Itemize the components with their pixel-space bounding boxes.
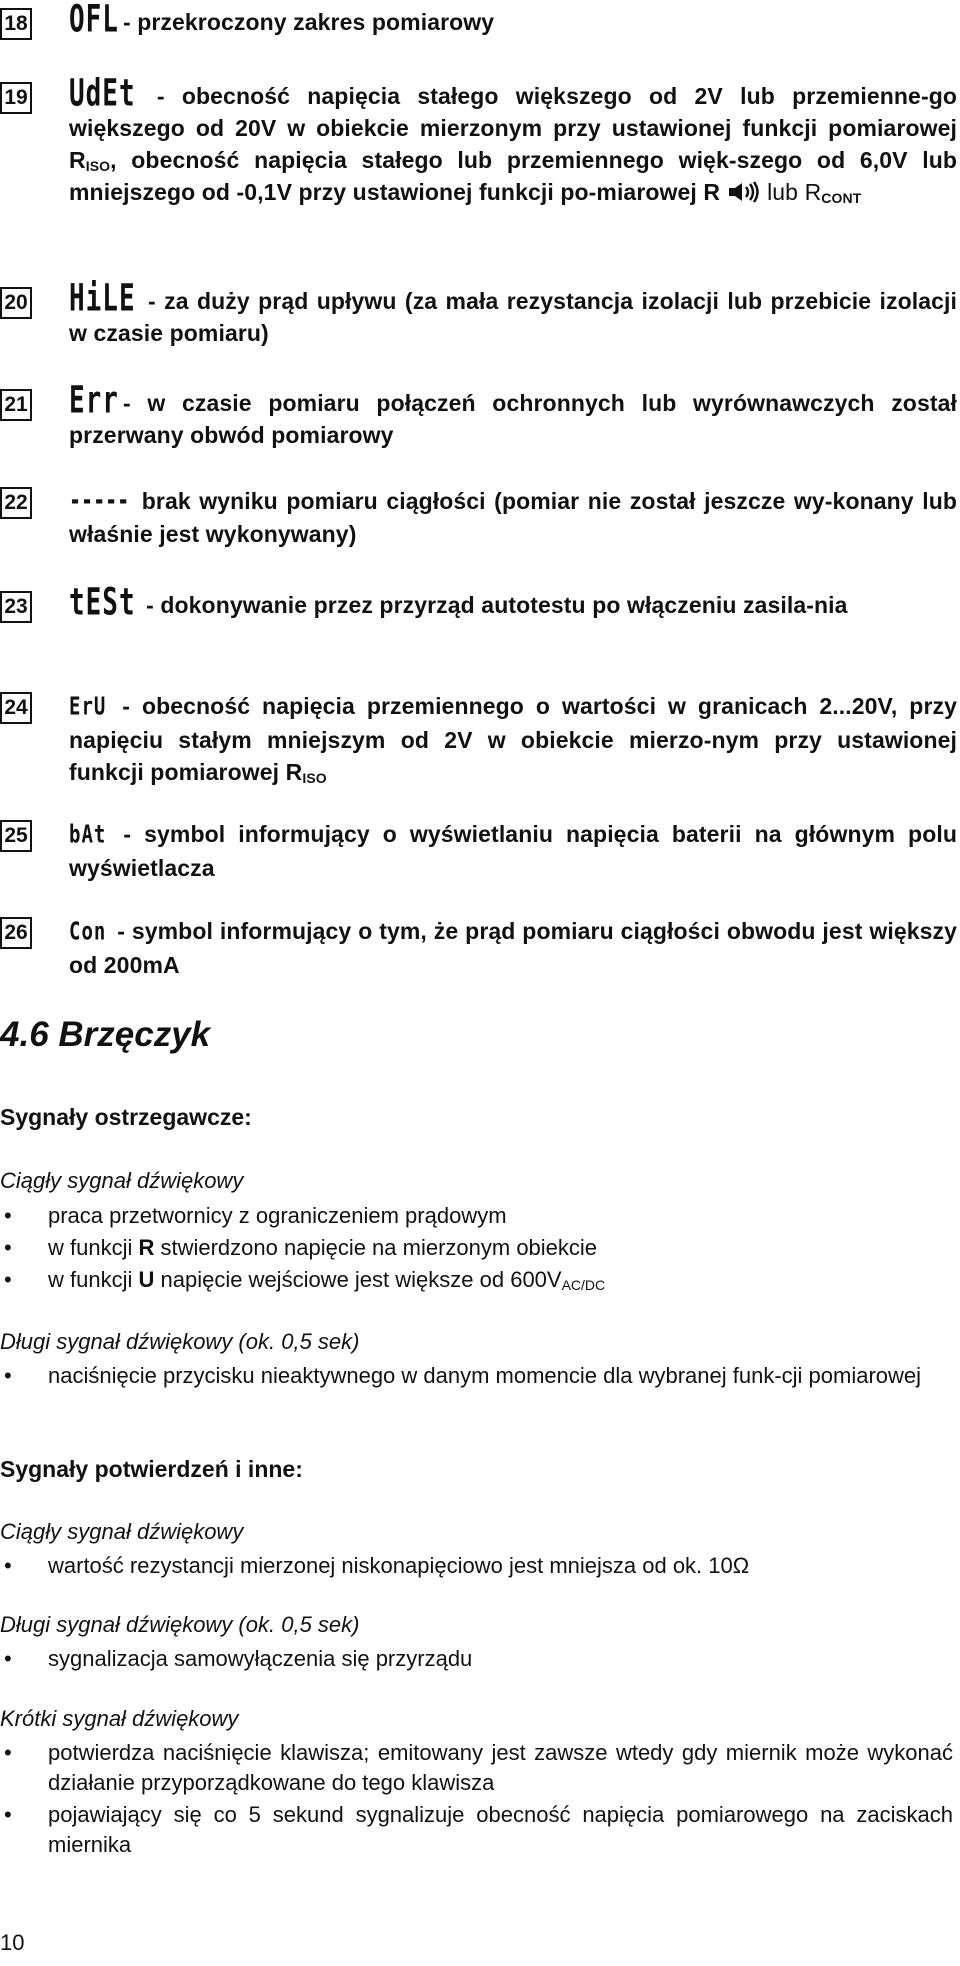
display-code: HiLE — [69, 277, 136, 321]
item-number: 22 — [0, 487, 32, 519]
bullet-icon: • — [4, 1802, 12, 1827]
display-code: Err — [69, 379, 119, 423]
entry-text — [69, 72, 957, 208]
confirm-heading: Sygnały potwierdzeń i inne: — [0, 1456, 303, 1482]
entry-text — [69, 0, 957, 42]
bullet-icon: • — [4, 1553, 12, 1578]
page-number: 10 — [0, 1930, 25, 1955]
warning-heading: Sygnały ostrzegawcze: — [0, 1104, 252, 1130]
entry-description: brak wyniku pomiaru ciągłości (pomiar nie został jeszcze wy-konany lub właśnie jest wykonywany) — [69, 488, 957, 547]
display-code: ----- — [69, 482, 130, 518]
list-item-text: sygnalizacja samowyłączenia się przyrządu — [48, 1646, 473, 1671]
item-number: 25 — [0, 820, 32, 852]
entry-description: - dokonywanie przez przyrząd autotestu po włączeniu zasila-nia — [139, 592, 848, 618]
entry-description: - za duży prąd upływu (za mała rezystancja izolacji lub przebicie izolacji w czasie pomiaru) — [69, 288, 957, 346]
text-part: napięcie wejściowe jest większe od 600V — [154, 1267, 562, 1292]
entry-text — [69, 277, 957, 349]
item-number: 21 — [0, 389, 32, 421]
long-signal-label: Długi sygnał dźwiękowy (ok. 0,5 sek) — [0, 1612, 360, 1637]
entry-description-cont: lub R — [760, 179, 822, 205]
entry-text — [69, 818, 957, 884]
subscript: ISO — [85, 158, 111, 174]
entry-description-cont: , obecność napięcia stałego lub przemiennego więk-szego od 6,0V lub mniejszego od -0,1V przy ustawionej funkcji po-miarowej R — [69, 147, 957, 205]
display-code: OFL — [69, 0, 119, 42]
display-code: tESt — [69, 581, 136, 625]
display-code: UdEt — [69, 72, 136, 116]
bullet-icon: • — [4, 1646, 12, 1671]
display-code: Con — [69, 917, 107, 946]
bullet-icon: • — [4, 1235, 12, 1260]
item-number: 26 — [0, 917, 32, 949]
bullet-icon: • — [4, 1203, 12, 1228]
list-item-text — [48, 1233, 953, 1263]
subscript: CONT — [821, 190, 862, 206]
entry-text — [69, 482, 957, 550]
subscript: AC/DC — [561, 1277, 606, 1293]
list-item-text — [48, 1265, 953, 1295]
list-item-text: potwierdza naciśnięcie klawisza; emitowany jest zawsze wtedy gdy miernik może wykonać działanie przyporządkowane do tego klawisza — [48, 1740, 953, 1795]
list-item-text: praca przetwornicy z ograniczeniem prądowym — [48, 1203, 507, 1228]
text-part: w funkcji — [48, 1267, 139, 1292]
list-item-text: naciśnięcie przycisku nieaktywnego w danym momencie dla wybranej funk-cji pomiarowej — [48, 1363, 922, 1388]
long-signal-label: Długi sygnał dźwiękowy (ok. 0,5 sek) — [0, 1329, 360, 1354]
entry-description: - symbol informujący o wyświetlaniu napięcia baterii na głównym polu wyświetlacza — [69, 821, 957, 881]
entry-text — [69, 690, 957, 788]
entry-description: - w czasie pomiaru połączeń ochronnych lub wyrównawczych został przerwany obwód pomiarowy — [69, 390, 957, 448]
entry-text — [69, 379, 957, 451]
item-number: 20 — [0, 287, 32, 319]
function-letter: R — [138, 1235, 155, 1260]
item-number: 24 — [0, 692, 32, 724]
item-number: 18 — [0, 8, 32, 40]
speaker-icon — [727, 181, 761, 203]
continuous-signal-label: Ciągły sygnał dźwiękowy — [0, 1519, 244, 1544]
entry-description: - obecność napięcia przemiennego o wartości w granicach 2...20V, przy napięciu stałym mniejszym od 2V w obiekcie mierzo-nym przy ustawionej funkcji pomiarowej R — [69, 693, 957, 785]
entry-description: - obecność napięcia stałego większego od 2V lub przemienne-go większego od 20V w obiekcie mierzonym przy ustawionej funkcji pomiarowej R — [69, 83, 957, 173]
bullet-icon: • — [4, 1740, 12, 1765]
bullet-icon: • — [4, 1267, 12, 1292]
section-title: 4.6 Brzęczyk — [0, 1015, 211, 1054]
subscript: ISO — [302, 770, 327, 786]
entry-description: - przekroczony zakres pomiarowy — [122, 9, 495, 35]
display-code: ErU — [69, 692, 107, 721]
list-item-text: pojawiający się co 5 sekund sygnalizuje obecność napięcia pomiarowego na zaciskach miernika — [48, 1802, 953, 1857]
short-signal-label: Krótki sygnał dźwiękowy — [0, 1706, 239, 1731]
display-code: bAt — [69, 820, 107, 849]
entry-text — [69, 915, 957, 981]
entry-description: - symbol informujący o tym, że prąd pomiaru ciągłości obwodu jest większy od 200mA — [69, 918, 957, 978]
entry-text — [69, 581, 957, 625]
text-part: w funkcji — [48, 1235, 139, 1260]
text-part: stwierdzono napięcie na mierzonym obiekcie — [154, 1235, 598, 1260]
item-number: 23 — [0, 591, 32, 623]
bullet-icon: • — [4, 1363, 12, 1388]
continuous-signal-label: Ciągły sygnał dźwiękowy — [0, 1168, 244, 1193]
item-number: 19 — [0, 82, 32, 114]
list-item-text: wartość rezystancji mierzonej niskonapięciowo jest mniejsza od ok. 10Ω — [48, 1553, 750, 1578]
function-letter: U — [138, 1267, 155, 1292]
